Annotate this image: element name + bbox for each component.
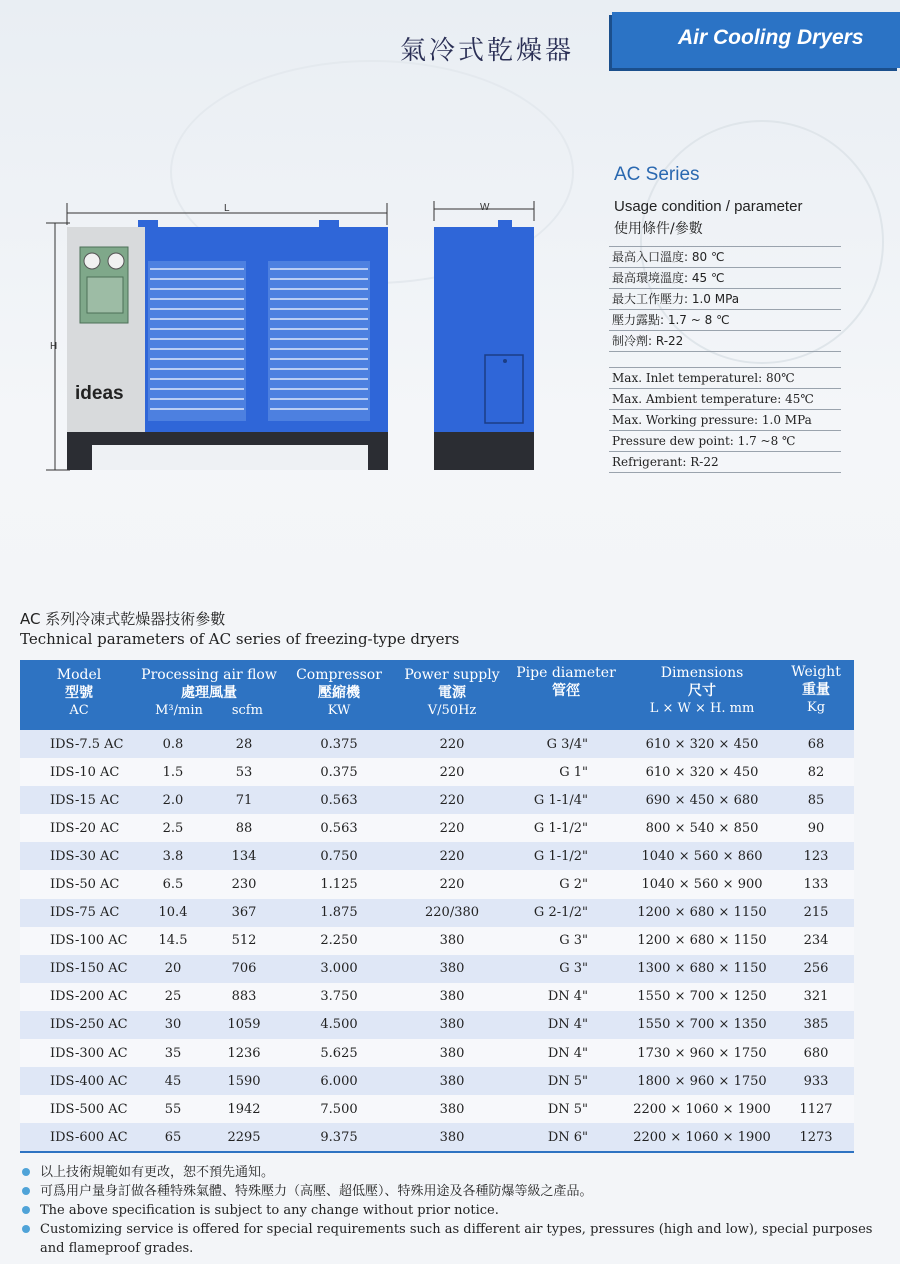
table-header-row [20,660,854,730]
power-cell: 220 [439,736,465,752]
weight-cell: 256 [803,961,829,977]
pipe-cell: DN 4" [547,989,589,1005]
table-row [20,899,854,927]
weight-cell: 933 [803,1073,829,1089]
param-item: 壓力露點: 1.7 ~ 8 ℃ [609,310,841,331]
dimensions-cell: 1300 × 680 × 1150 [637,961,767,977]
footnote: 可爲用户量身訂做各種特殊氣體、特殊壓力（高壓、超低壓）、特殊用途及各種防爆等級之產品。 [20,1182,880,1201]
compressor-cell: 3.750 [320,989,358,1005]
compressor-cell: 6.000 [320,1073,358,1089]
footnotes [20,1163,880,1258]
table-row [20,1011,854,1039]
flow-m3-cell: 0.8 [162,736,184,752]
width-label: W [480,202,490,213]
table-row [20,814,854,842]
model-cell: IDS-400 AC [50,1073,128,1089]
page-title-en: Air Cooling Dryers [678,26,864,49]
header-pipe: Pipe diameter 管徑 [516,665,616,699]
length-label: L [224,203,230,214]
table-row [20,955,854,983]
table-title-cn: AC 系列冷凍式乾燥器技術參數 [20,610,226,628]
weight-cell: 385 [803,1017,829,1033]
header-power: Power supply 電源 V/50Hz [404,667,500,718]
dimensions-cell: 1550 × 700 × 1250 [637,989,767,1005]
pipe-cell: G 3" [559,961,589,977]
pipe-cell: DN 5" [547,1101,589,1117]
table-row [20,870,854,898]
model-cell: IDS-600 AC [50,1129,128,1145]
flow-m3-cell: 10.4 [158,905,188,921]
param-item: 最大工作壓力: 1.0 MPa [609,289,841,310]
model-cell: IDS-100 AC [50,933,128,949]
params-list-en [609,367,841,473]
dimensions-cell: 1200 × 680 × 1150 [637,933,767,949]
flow-scfm-cell: 367 [231,905,257,921]
flow-m3-cell: 65 [164,1129,182,1145]
table-row [20,983,854,1011]
footnote: Customizing service is offered for special requirements such as different air types, pressures (high and low), special purposes and flameproof grades. [20,1220,880,1258]
compressor-cell: 2.250 [320,933,358,949]
power-cell: 220/380 [425,905,480,921]
power-cell: 380 [439,1101,465,1117]
flow-m3-cell: 1.5 [162,764,184,780]
dimensions-cell: 1550 × 700 × 1350 [637,1017,767,1033]
pipe-cell: G 3" [559,933,589,949]
pipe-cell: G 2-1/2" [533,905,589,921]
header-flow: Processing air flow 處理風量 M³/min scfm [141,667,277,718]
compressor-cell: 3.000 [320,961,358,977]
power-cell: 220 [439,848,465,864]
compressor-cell: 0.375 [320,736,358,752]
top-connector [138,220,158,228]
power-cell: 220 [439,792,465,808]
dimensions-cell: 1200 × 680 × 1150 [637,905,767,921]
compressor-cell: 0.750 [320,848,358,864]
param-item: 最高入口溫度: 80 ℃ [609,246,841,268]
usage-title-cn: 使用條件/參數 [614,221,703,237]
weight-cell: 90 [807,820,825,836]
model-cell: IDS-30 AC [50,848,120,864]
weight-cell: 68 [807,736,825,752]
flow-m3-cell: 2.5 [162,820,184,836]
compressor-cell: 9.375 [320,1129,358,1145]
dimensions-cell: 1040 × 560 × 860 [641,848,763,864]
flow-scfm-cell: 53 [235,764,253,780]
gauge-icon [84,253,100,269]
power-cell: 380 [439,989,465,1005]
bullet-icon [22,1225,30,1233]
flow-scfm-cell: 1590 [227,1073,261,1089]
dimensions-cell: 690 × 450 × 680 [645,792,759,808]
footnote: The above specification is subject to any change without prior notice. [20,1201,880,1220]
weight-cell: 680 [803,1045,829,1061]
flow-m3-cell: 45 [164,1073,182,1089]
flow-scfm-cell: 1059 [227,1017,261,1033]
dimensions-cell: 2200 × 1060 × 1900 [633,1129,771,1145]
power-cell: 380 [439,1129,465,1145]
flow-m3-cell: 25 [164,989,182,1005]
power-cell: 220 [439,764,465,780]
pipe-cell: DN 5" [547,1073,589,1089]
top-connector [498,220,512,228]
switch-panel [87,277,123,313]
dryer-illustration [40,195,560,480]
compressor-cell: 7.500 [320,1101,358,1117]
weight-cell: 1273 [799,1129,833,1145]
weight-cell: 1127 [799,1101,833,1117]
table-row [20,842,854,870]
flow-scfm-cell: 28 [235,736,253,752]
header-compressor: Compressor 壓縮機 KW [296,667,382,718]
spec-table [20,660,854,1153]
param-item: Max. Inlet temperaturel: 80℃ [609,367,841,389]
compressor-cell: 0.563 [320,820,358,836]
flow-scfm-cell: 706 [231,961,257,977]
flow-scfm-cell: 883 [231,989,257,1005]
weight-cell: 123 [803,848,829,864]
power-cell: 380 [439,933,465,949]
vent-grille-right [268,261,370,421]
compressor-cell: 4.500 [320,1017,358,1033]
top-connector [319,220,339,228]
pipe-cell: G 3/4" [546,736,589,752]
flow-m3-cell: 20 [164,961,182,977]
flow-m3-cell: 14.5 [158,933,188,949]
power-cell: 220 [439,820,465,836]
page-title-cn: 氣冷式乾燥器 [400,36,575,66]
usage-title-en: Usage condition / parameter [614,198,803,215]
compressor-cell: 5.625 [320,1045,358,1061]
param-item: 最高環境溫度: 45 ℃ [609,268,841,289]
flow-scfm-cell: 88 [235,820,253,836]
dimensions-cell: 1730 × 960 × 1750 [637,1045,767,1061]
weight-cell: 234 [803,933,829,949]
model-cell: IDS-20 AC [50,820,120,836]
flow-m3-cell: 6.5 [162,877,184,893]
flow-m3-cell: 2.0 [162,792,184,808]
dimensions-cell: 610 × 320 × 450 [645,764,759,780]
vent-grille-left [148,261,246,421]
base-opening [92,445,368,470]
pipe-cell: G 1-1/4" [533,792,589,808]
header-dimensions: Dimensions 尺寸 L × W × H. mm [649,665,755,716]
weight-cell: 321 [803,989,829,1005]
footnote: 以上技術規範如有更改，恕不預先通知。 [20,1163,880,1182]
flow-scfm-cell: 2295 [227,1129,261,1145]
dryer-body-side [434,227,534,432]
flow-m3-cell: 30 [164,1017,182,1033]
pipe-cell: G 1-1/2" [533,820,589,836]
dimensions-cell: 800 × 540 × 850 [645,820,759,836]
weight-cell: 82 [807,764,825,780]
model-cell: IDS-7.5 AC [50,736,124,752]
table-row [20,786,854,814]
param-item: Pressure dew point: 1.7 ~8 ℃ [609,431,841,452]
params-list-cn [609,246,841,352]
dimensions-cell: 2200 × 1060 × 1900 [633,1101,771,1117]
weight-cell: 133 [803,877,829,893]
flow-scfm-cell: 134 [231,848,257,864]
header-weight: Weight 重量 Kg [791,664,841,715]
dimensions-cell: 1800 × 960 × 1750 [637,1073,767,1089]
compressor-cell: 0.375 [320,764,358,780]
gauge-icon [108,253,124,269]
model-cell: IDS-150 AC [50,961,128,977]
weight-cell: 85 [807,792,825,808]
flow-scfm-cell: 1942 [227,1101,261,1117]
dryer-base-side [434,432,534,470]
power-cell: 380 [439,1017,465,1033]
power-cell: 380 [439,1073,465,1089]
pipe-cell: G 2" [559,877,589,893]
param-item: 制冷劑: R-22 [609,331,841,352]
pipe-cell: G 1" [559,764,589,780]
header-model: Model 型號 AC [56,667,102,718]
table-row [20,758,854,786]
power-cell: 380 [439,1045,465,1061]
table-row [20,1039,854,1067]
dimensions-cell: 610 × 320 × 450 [645,736,759,752]
model-cell: IDS-500 AC [50,1101,128,1117]
param-item: Refrigerant: R-22 [609,452,841,473]
table-row [20,1095,854,1123]
bullet-icon [22,1168,30,1176]
bullet-icon [22,1206,30,1214]
series-title: AC Series [614,164,700,185]
compressor-cell: 0.563 [320,792,358,808]
brand-logo: ideas [75,383,124,404]
compressor-cell: 1.125 [320,877,358,893]
power-cell: 220 [439,877,465,893]
model-cell: IDS-250 AC [50,1017,128,1033]
flow-m3-cell: 3.8 [162,848,184,864]
model-cell: IDS-200 AC [50,989,128,1005]
pipe-cell: DN 6" [547,1129,589,1145]
compressor-cell: 1.875 [320,905,358,921]
flow-scfm-cell: 71 [235,792,253,808]
param-item: Max. Ambient temperature: 45℃ [609,389,841,410]
table-title-en: Technical parameters of AC series of freezing-type dryers [20,630,460,648]
weight-cell: 215 [803,905,829,921]
pipe-cell: G 1-1/2" [533,848,589,864]
flow-scfm-cell: 1236 [227,1045,261,1061]
height-label: H [50,341,58,352]
pipe-cell: DN 4" [547,1045,589,1061]
model-cell: IDS-75 AC [50,905,120,921]
bullet-icon [22,1187,30,1195]
table-row [20,1123,854,1152]
flow-scfm-cell: 230 [231,877,257,893]
model-cell: IDS-15 AC [50,792,120,808]
power-cell: 380 [439,961,465,977]
flow-m3-cell: 35 [164,1045,182,1061]
pipe-cell: DN 4" [547,1017,589,1033]
flow-m3-cell: 55 [164,1101,182,1117]
table-row [20,730,854,758]
model-cell: IDS-10 AC [50,764,120,780]
param-item: Max. Working pressure: 1.0 MPa [609,410,841,431]
table-row [20,927,854,955]
flow-scfm-cell: 512 [231,933,257,949]
table-row [20,1067,854,1095]
model-cell: IDS-50 AC [50,877,120,893]
model-cell: IDS-300 AC [50,1045,128,1061]
dimensions-cell: 1040 × 560 × 900 [641,877,763,893]
title-banner [612,12,900,68]
